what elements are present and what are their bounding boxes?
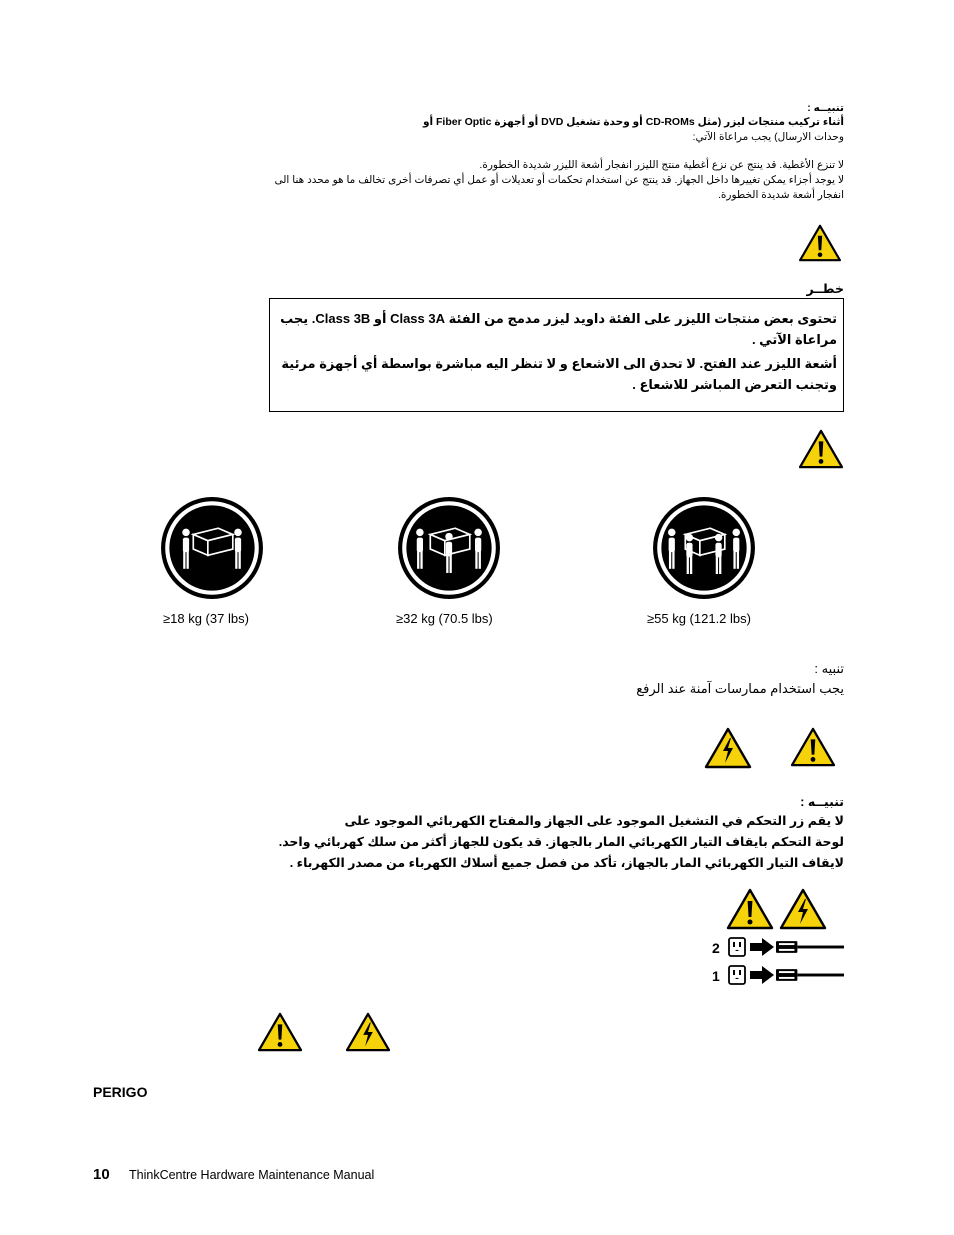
danger-box-line: مراعاة الآتي .: [751, 332, 837, 347]
warning-exclamation-icon: [257, 1012, 303, 1052]
danger-box-line: أشعة الليزر عند الفتح. لا تحدق الى الاشعاع و لا تنظر اليه مباشرة بواسطة أي أجهزة مرئية: [281, 356, 837, 371]
electrical-caution-heading: تنبيــه :: [800, 795, 844, 809]
lifting-caution-heading: تنبيه :: [814, 661, 844, 676]
warning-exclamation-icon: [798, 429, 844, 469]
laser-caution-line: وحدات الارسال) يجب مراعاة الآتي:: [692, 131, 844, 143]
lifting-caution-line: يجب استخدام ممارسات آمنة عند الرفع: [636, 681, 844, 696]
two-person-lift-icon: [160, 496, 264, 600]
warning-exclamation-icon: [726, 888, 774, 930]
arrow-right-icon: [749, 965, 775, 985]
three-person-lift-icon: [397, 496, 501, 600]
electrical-hazard-icon: [704, 727, 752, 769]
weight-label: ≥18 kg (37 lbs): [163, 611, 249, 626]
laser-caution-bullet: لا تنزع الأغطية. قد ينتج عن نزع أغطية منتج الليزر انفجار أشعة الليزر شديدة الخطورة.: [479, 159, 844, 171]
danger-box-line: وتجنب التعرض المباشر للاشعاع .: [632, 377, 837, 392]
electrical-hazard-icon: [345, 1012, 391, 1052]
laser-caution-bullet: انفجار أشعة شديدة الخطورة.: [717, 189, 844, 201]
warning-exclamation-icon: [789, 727, 837, 767]
weight-label: ≥32 kg (70.5 lbs): [396, 611, 493, 626]
footer-title: ThinkCentre Hardware Maintenance Manual: [129, 1168, 375, 1182]
warning-exclamation-icon: [797, 224, 843, 262]
power-plug-icon: [776, 967, 844, 983]
electrical-caution-line: لا يقم زر التحكم في التشغيل الموجود على الجهاز والمفتاح الكهربائي الموجود على: [344, 814, 844, 828]
laser-caution-bullet: لا يوجد أجزاء يمكن تغييرها داخل الجهاز. قد ينتج عن استخدام تحكمات أو تعديلات أو عمل أي تصرفات أخرى تخالف ما هو محدد هنا الى: [274, 174, 844, 186]
perigo-heading: PERIGO: [93, 1084, 148, 1100]
arrow-right-icon: [749, 937, 775, 957]
danger-title: خطــر: [806, 282, 844, 296]
laser-caution-heading: تنبيــه :: [807, 102, 844, 114]
electrical-hazard-icon: [779, 888, 827, 930]
four-person-lift-icon: [652, 496, 756, 600]
electrical-caution-line: لوحة التحكم بايقاف التيار الكهربائي المار بالجهاز. قد يكون للجهاز أكثر من سلك كهربائي واحد.: [278, 835, 844, 849]
plug-number: 1: [712, 968, 720, 984]
electrical-caution-line: لايقاف التيار الكهربائي المار بالجهاز، تأكد من فصل جميع أسلاك الكهرباء من مصدر الكهرباء .: [289, 856, 844, 870]
laser-caution-line: أثناء تركيب منتجات ليزر (مثل CD-ROMs أو وحدة تشغيل DVD أو أجهزة Fiber Optic أو: [422, 116, 844, 128]
power-outlet-icon: [728, 937, 746, 957]
laser-danger-box: [269, 298, 844, 412]
weight-label: ≥55 kg (121.2 lbs): [647, 611, 751, 626]
danger-box-line: تحتوى بعض منتجات الليزر على الفئة داويد ليزر مدمج من الفئة Class 3A أو Class 3B. يجب: [280, 311, 837, 326]
page-number: 10: [93, 1166, 110, 1183]
power-plug-icon: [776, 939, 844, 955]
plug-number: 2: [712, 940, 720, 956]
power-outlet-icon: [728, 965, 746, 985]
